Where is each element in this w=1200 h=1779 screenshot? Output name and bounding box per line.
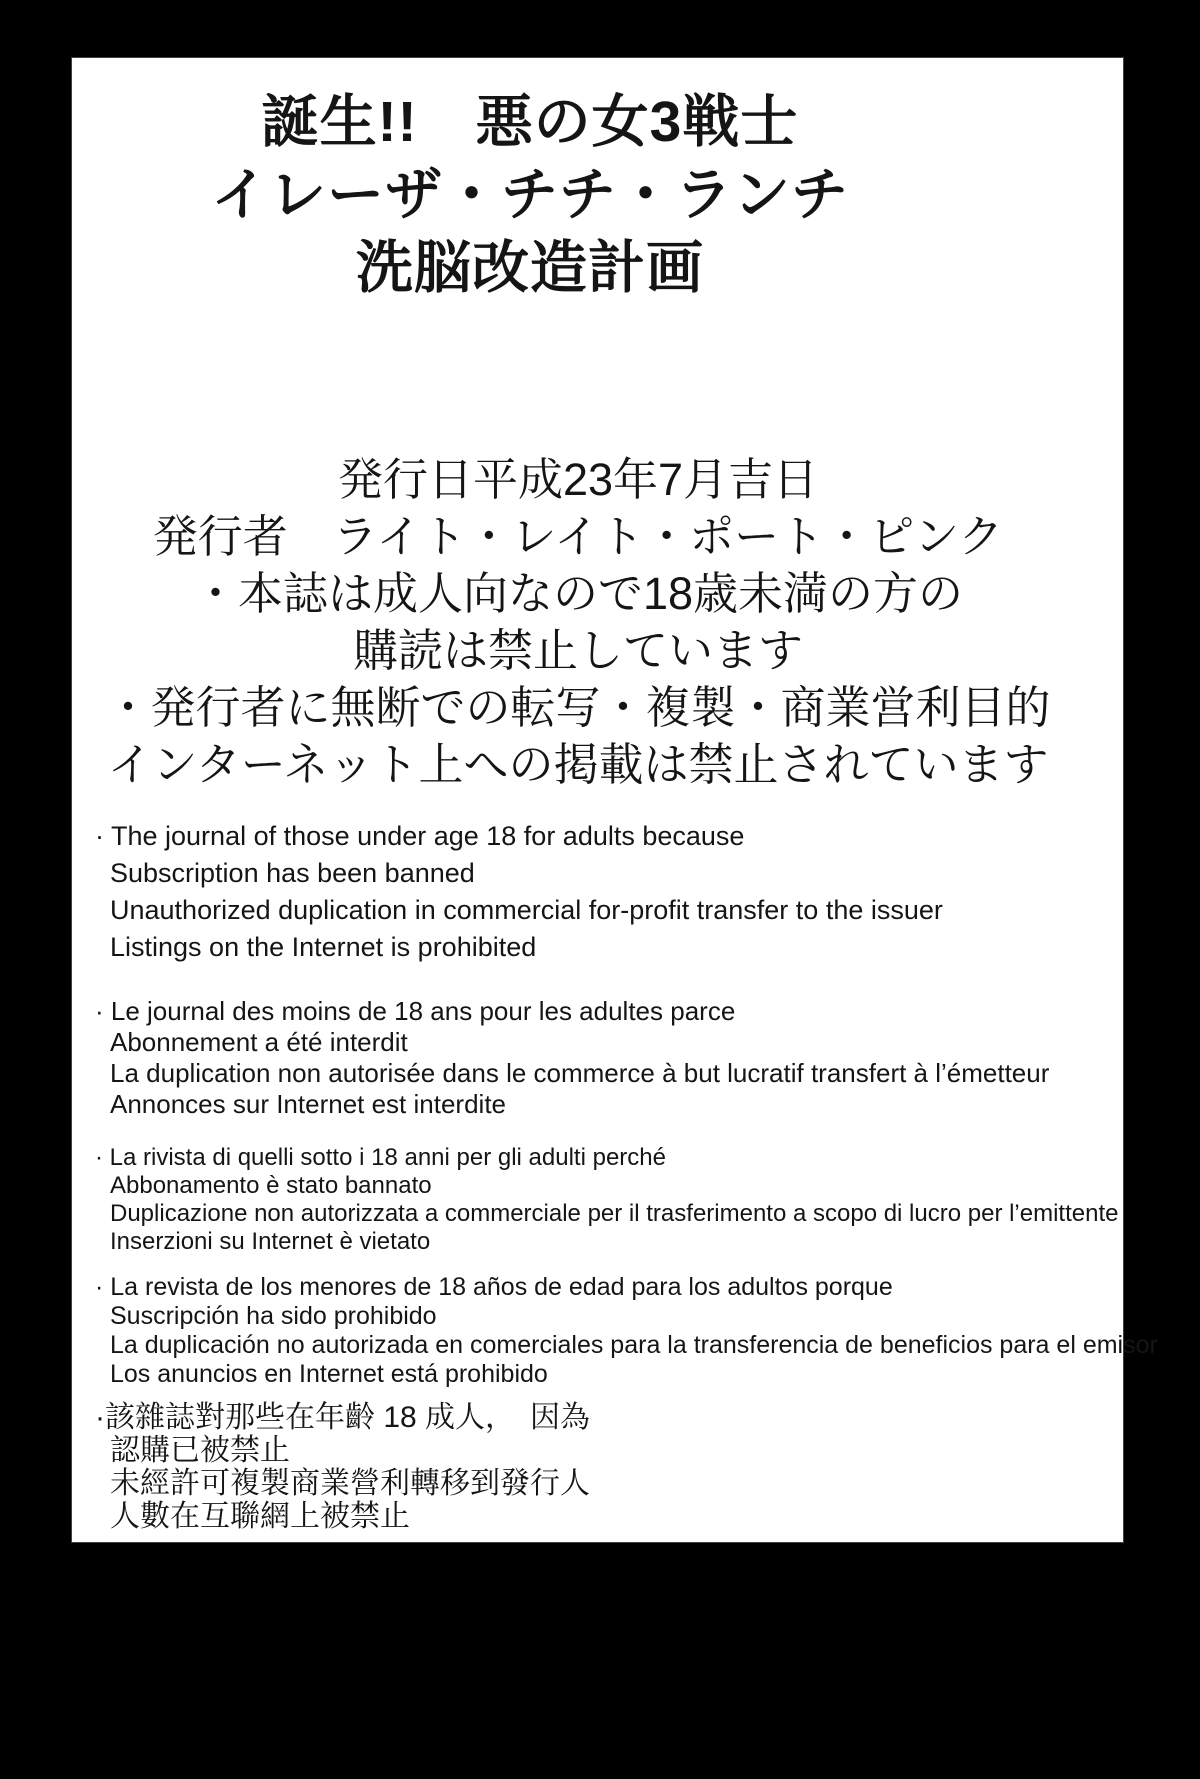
notice-line: Unauthorized duplication in commercial for-profit transfer to the issuer [110, 895, 943, 925]
title-block [80, 86, 980, 305]
notice-line: · La rivista di quelli sotto i 18 anni per gli adulti perché [95, 1144, 666, 1171]
title-line-2: イレーザ・チチ・ランチ [211, 163, 849, 227]
notice-line: Annonces sur Internet est interdite [110, 1089, 507, 1119]
notice-italian [72, 1144, 1123, 1256]
notice-line: · La revista de los menores de 18 años de edad para los adultos porque [95, 1273, 893, 1301]
notice-line: Subscription has been banned [110, 858, 475, 888]
notice-line: Los anuncios en Internet está prohibido [110, 1360, 548, 1388]
notice-line: Inserzioni su Internet è vietato [110, 1228, 431, 1255]
notice-english [72, 818, 1123, 966]
notice-spanish [72, 1273, 1158, 1389]
publisher-line: 発行者 ライト・レイト・ポート・ピンク [152, 511, 1004, 562]
notice-line: Suscripción ha sido prohibido [110, 1302, 437, 1330]
copyright-notice-line-2: インターネット上への掲載は禁止されています [107, 739, 1049, 790]
notice-line: La duplicación no autorizada en comerciales para la transferencia de beneficios para el emisor [110, 1331, 1158, 1359]
notice-line: 未經許可複製商業營利轉移到發行人 [110, 1467, 590, 1500]
title-line-3: 洗脳改造計画 [356, 236, 704, 300]
notice-chinese [72, 1401, 1123, 1533]
title-line-1: 誕生!! 悪の女3戦士 [261, 90, 799, 154]
notice-line: Listings on the Internet is prohibited [110, 932, 537, 962]
copyright-notice-line-1: ・発行者に無断での転写・複製・商業営利目的 [105, 682, 1051, 733]
notice-line: ·該雜誌對那些在年齡 18 成人， 因為 [95, 1401, 591, 1434]
publication-info-block [72, 451, 1084, 793]
notice-line: 認購已被禁止 [110, 1434, 290, 1467]
adults-only-notice-line-1: ・本誌は成人向なので18歳未満の方の [192, 568, 964, 619]
notice-line: 人數在互聯網上被禁止 [110, 1500, 410, 1533]
notice-line: Abbonamento è stato bannato [110, 1172, 432, 1199]
notice-line: · Le journal des moins de 18 ans pour les adultes parce [95, 996, 736, 1026]
publication-date-line: 発行日平成23年7月吉日 [337, 454, 819, 505]
notice-line: Duplicazione non autorizzata a commerciale per il trasferimento a scopo di lucro per l’emittente [110, 1200, 1119, 1227]
notice-line: Abonnement a été interdit [110, 1027, 408, 1057]
colophon-page [72, 58, 1158, 1542]
notice-line: La duplication non autorisée dans le commerce à but lucratif transfert à l’émetteur [110, 1058, 1050, 1088]
adults-only-notice-line-2: 購読は禁止しています [352, 625, 803, 676]
notice-french [72, 996, 1123, 1120]
notice-line: · The journal of those under age 18 for adults because [95, 821, 745, 851]
